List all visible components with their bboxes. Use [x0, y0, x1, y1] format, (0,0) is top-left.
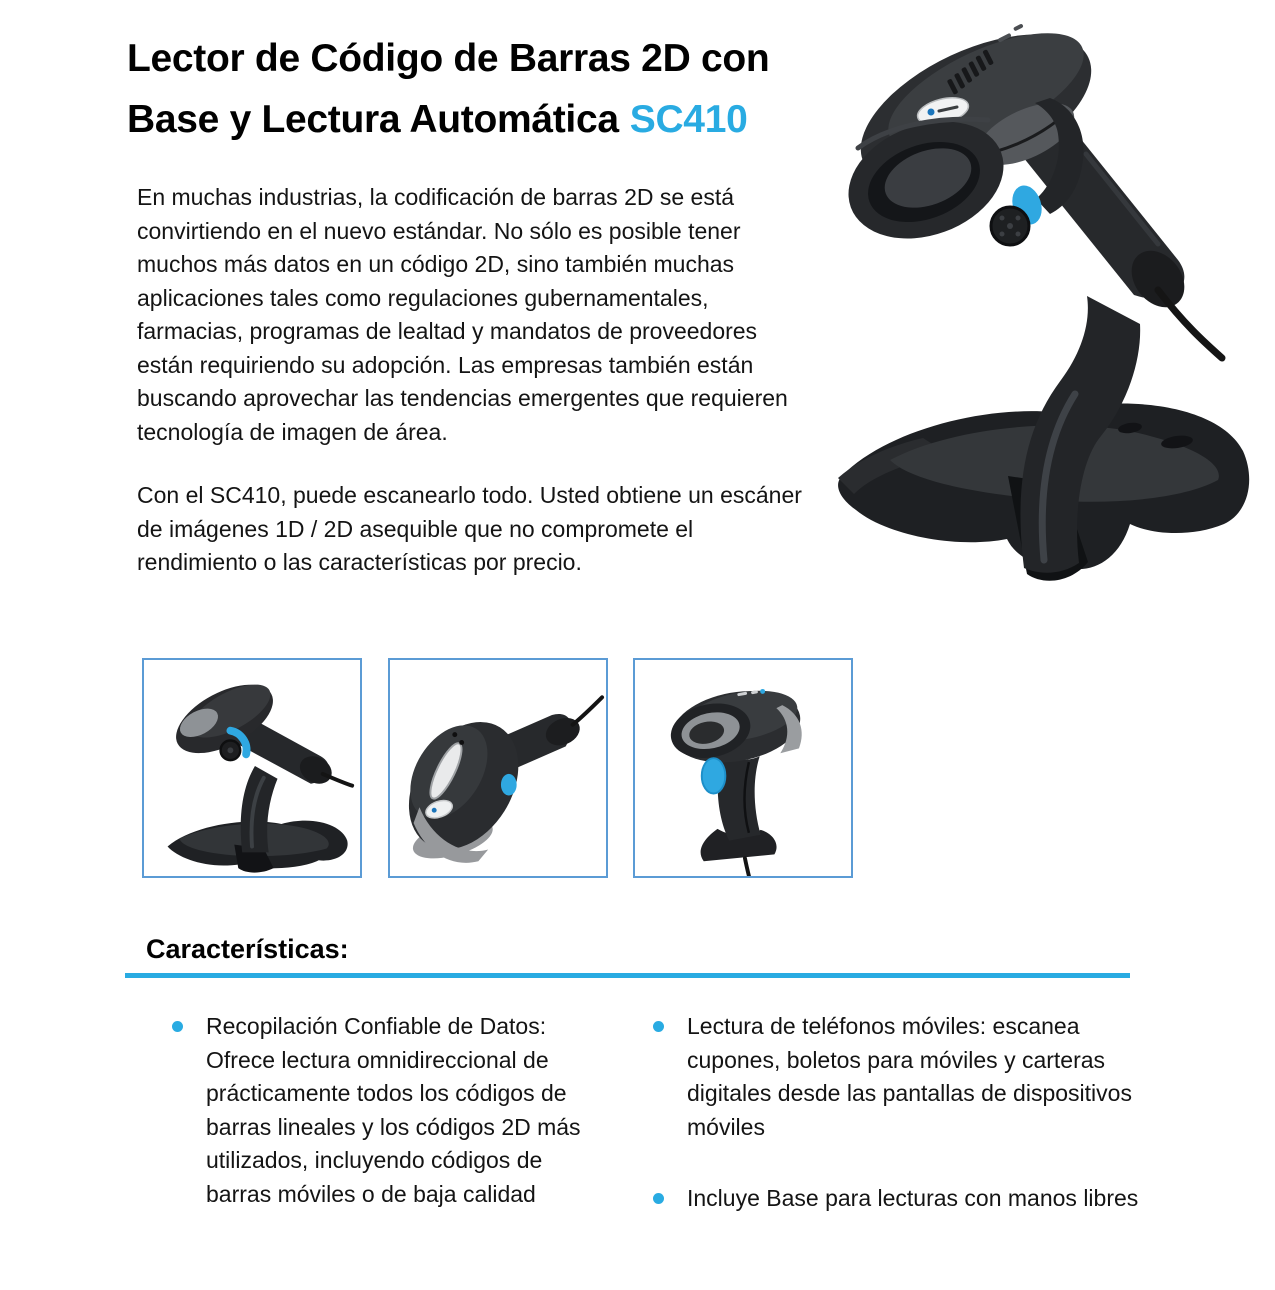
feature-item-data-collection: [172, 1010, 606, 1211]
product-thumbnail-1: [142, 658, 362, 878]
scanner-on-stand-illustration: [828, 8, 1275, 610]
pivot-knob-icon: [991, 207, 1029, 245]
title-line-2: [127, 89, 857, 150]
thumbnail-3-illustration: [635, 660, 851, 876]
thumbnail-2-illustration: [390, 660, 606, 876]
feature-item-includes-base: [653, 1182, 1165, 1216]
features-heading: Características:: [146, 934, 349, 964]
product-thumbnail-3: [633, 658, 853, 878]
page-title: [127, 28, 857, 150]
trigger-button-icon: [702, 758, 726, 793]
intro-paragraph-1: En muchas industrias, la codificación de barras 2D se está convirtiendo en el nuevo estándar. No sólo es posible tener muchos más datos en un código 2D, sino también muchas aplicaciones tales como regulaciones gubernamentales, farmacias, programas de lealtad y mandatos de proveedores están requiriendo su adopción. Las empresas también están buscando aprovechar las tendencias emergentes que requieren tecnología de imagen de área.: [137, 184, 788, 445]
title-line-1: Lector de Código de Barras 2D con: [127, 37, 770, 80]
features-column-right: [653, 1010, 1165, 1216]
product-photo-main: [828, 8, 1275, 610]
features-divider: [125, 973, 1130, 978]
features-column-left: [172, 1010, 606, 1211]
trigger-button-icon: [501, 774, 517, 796]
bullet-icon: [653, 1021, 664, 1032]
feature-item-mobile-reading: [653, 1010, 1165, 1144]
title-model-number: SC410: [629, 98, 748, 141]
product-thumbnail-2: [388, 658, 608, 878]
intro-paragraph-2: Con el SC410, puede escanearlo todo. Usted obtiene un escáner de imágenes 1D / 2D asequible que no compromete el rendimiento o las características por precio.: [137, 482, 802, 575]
bullet-icon: [172, 1021, 183, 1032]
title-line-2-text: Base y Lectura Automática: [127, 98, 619, 141]
thumbnail-1-illustration: [144, 660, 360, 876]
feature-text: Lectura de teléfonos móviles: escanea cupones, boletos para móviles y carteras digitales desde las pantallas de dispositivos móviles: [687, 1013, 1132, 1140]
bullet-icon: [653, 1193, 664, 1204]
feature-text: Recopilación Confiable de Datos: Ofrece lectura omnidireccional de prácticamente todos los códigos de barras lineales y los códigos 2D más utilizados, incluyendo códigos de barras móviles o de baja calidad: [206, 1013, 581, 1207]
feature-text: Incluye Base para lecturas con manos libres: [687, 1185, 1139, 1211]
